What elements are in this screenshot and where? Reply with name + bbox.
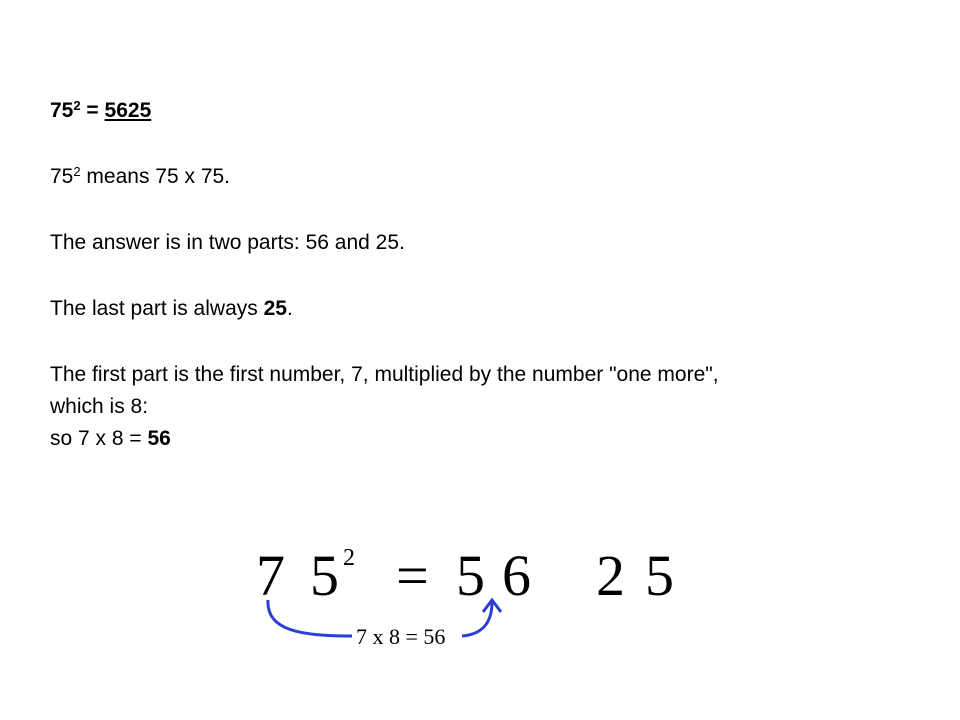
heading-exponent: 2 xyxy=(73,98,81,113)
diagram-digit-5: 5 xyxy=(310,543,339,608)
diagram-exponent: 2 xyxy=(343,545,355,571)
last-part-line xyxy=(50,298,293,320)
diagram-digit-6: 6 xyxy=(502,543,531,608)
calc-prefix: so 7 x 8 = xyxy=(50,427,148,450)
diagram-equals: = xyxy=(396,543,429,608)
means-exponent: 2 xyxy=(73,164,81,179)
diagram-digit-5c: 5 xyxy=(645,543,674,608)
diagram-digit-5b: 5 xyxy=(456,543,485,608)
diagram-svg xyxy=(240,540,700,670)
heading-base: 75 xyxy=(50,99,74,122)
diagram-digit-2: 2 xyxy=(596,543,625,608)
arrow-label: 7 x 8 = 56 xyxy=(356,624,446,649)
last-part-suffix: . xyxy=(286,297,293,320)
diagram-digit-7: 7 xyxy=(256,543,285,608)
first-part-line-1: The first part is the first number, 7, multiplied by the number "one more", xyxy=(50,363,719,386)
heading-equation xyxy=(50,100,151,122)
means-line xyxy=(50,166,230,188)
first-part-line-2: which is 8: xyxy=(50,395,149,418)
heading-result: 5625 xyxy=(104,99,152,122)
means-text: means 75 x 75. xyxy=(80,165,231,188)
heading-equals: = xyxy=(80,99,105,122)
last-part-value: 25 xyxy=(263,297,287,320)
squaring-diagram xyxy=(240,540,700,670)
last-part-prefix: The last part is always xyxy=(50,297,264,320)
parts-line: The answer is in two parts: 56 and 25. xyxy=(50,231,405,254)
first-part-calc xyxy=(50,428,171,450)
means-base: 75 xyxy=(50,165,74,188)
calc-value: 56 xyxy=(147,427,171,450)
